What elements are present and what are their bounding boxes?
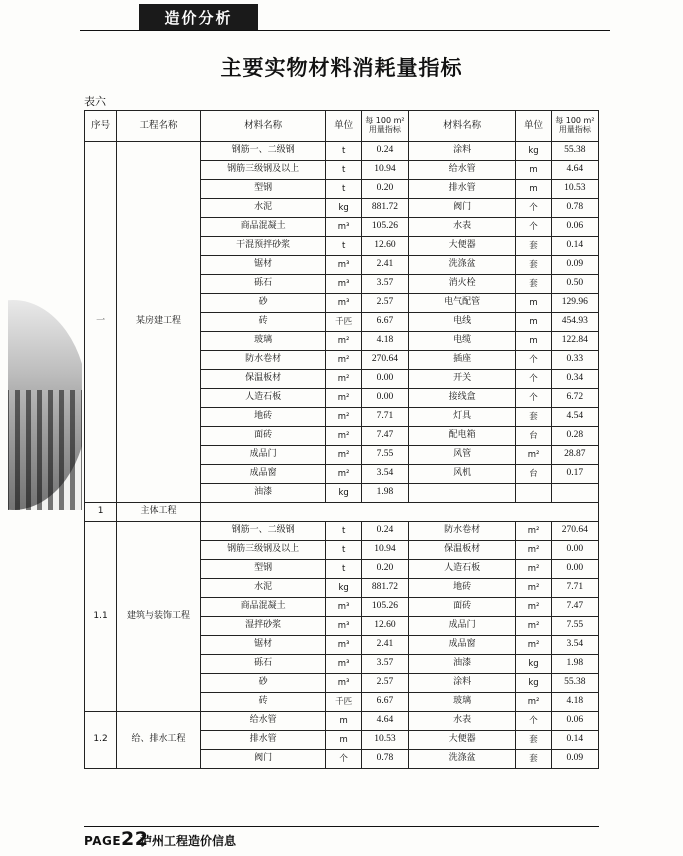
material-name-right: 阀门 [409, 199, 516, 218]
material-name-left: 砂 [200, 294, 326, 313]
material-unit-right: m² [516, 636, 551, 655]
material-value-right: 0.00 [551, 560, 598, 579]
material-name-left: 给水管 [200, 712, 326, 731]
material-name-right: 人造石板 [409, 560, 516, 579]
material-value-right [551, 484, 598, 503]
project-name-cell: 主体工程 [117, 503, 201, 522]
material-value-right: 0.06 [551, 712, 598, 731]
material-name-left: 砖 [200, 313, 326, 332]
material-unit-right: 套 [516, 750, 551, 769]
material-name-left: 面砖 [200, 427, 326, 446]
material-unit-left: m² [326, 351, 361, 370]
material-value-left: 2.57 [361, 294, 408, 313]
material-unit-left: m [326, 731, 361, 750]
material-unit-right: kg [516, 674, 551, 693]
col-header-material-2: 材料名称 [409, 111, 516, 142]
col-header-unit-1: 单位 [326, 111, 361, 142]
material-value-left: 0.00 [361, 389, 408, 408]
material-name-right: 灯具 [409, 408, 516, 427]
material-name-right: 洗涤盆 [409, 256, 516, 275]
material-value-left: 2.41 [361, 636, 408, 655]
material-value-left: 0.78 [361, 750, 408, 769]
material-value-right: 0.33 [551, 351, 598, 370]
material-name-right: 消火栓 [409, 275, 516, 294]
material-unit-right: m² [516, 522, 551, 541]
material-unit-right: m² [516, 560, 551, 579]
material-unit-left: t [326, 180, 361, 199]
material-unit-left: 千匹 [326, 693, 361, 712]
material-value-right: 55.38 [551, 674, 598, 693]
material-unit-left: m² [326, 408, 361, 427]
material-value-left: 7.47 [361, 427, 408, 446]
material-value-left: 10.94 [361, 161, 408, 180]
project-name-cell: 建筑与装饰工程 [117, 522, 201, 712]
col-header-index-1-line1: 每 100 m² [365, 116, 405, 126]
table-row [85, 142, 599, 161]
material-name-left: 砂 [200, 674, 326, 693]
col-header-project: 工程名称 [117, 111, 201, 142]
material-value-right: 0.50 [551, 275, 598, 294]
material-value-right: 0.78 [551, 199, 598, 218]
material-unit-left: t [326, 541, 361, 560]
material-unit-right: kg [516, 655, 551, 674]
material-value-right: 4.64 [551, 161, 598, 180]
material-unit-left: kg [326, 579, 361, 598]
header-divider [80, 30, 610, 31]
row-index-cell: 1.2 [85, 712, 117, 769]
material-value-right: 7.71 [551, 579, 598, 598]
material-value-right: 454.93 [551, 313, 598, 332]
page-title: 主要实物材料消耗量指标 [220, 56, 463, 80]
page-prefix: PAGE [84, 834, 122, 848]
material-value-left: 881.72 [361, 579, 408, 598]
material-unit-right: m [516, 180, 551, 199]
material-value-left: 3.54 [361, 465, 408, 484]
material-value-left: 0.20 [361, 560, 408, 579]
material-value-left: 7.55 [361, 446, 408, 465]
material-name-right: 成品门 [409, 617, 516, 636]
material-name-left: 砾石 [200, 275, 326, 294]
material-name-right: 水表 [409, 712, 516, 731]
material-unit-right: 套 [516, 237, 551, 256]
material-value-left: 10.94 [361, 541, 408, 560]
material-name-right: 面砖 [409, 598, 516, 617]
material-unit-right: 套 [516, 408, 551, 427]
material-unit-right: 套 [516, 275, 551, 294]
project-name-cell: 某房建工程 [117, 142, 201, 503]
material-name-left: 砖 [200, 693, 326, 712]
col-header-no: 序号 [85, 111, 117, 142]
material-value-right: 129.96 [551, 294, 598, 313]
material-value-right: 122.84 [551, 332, 598, 351]
material-name-left: 砾石 [200, 655, 326, 674]
material-value-right: 7.55 [551, 617, 598, 636]
material-unit-right: 台 [516, 465, 551, 484]
material-unit-left: m² [326, 427, 361, 446]
material-unit-right: m [516, 294, 551, 313]
page-number [84, 828, 148, 850]
material-value-left: 2.57 [361, 674, 408, 693]
material-unit-left: m³ [326, 598, 361, 617]
material-value-left: 0.24 [361, 142, 408, 161]
material-name-left: 商品混凝土 [200, 598, 326, 617]
material-name-left: 型钢 [200, 180, 326, 199]
material-name-right: 配电箱 [409, 427, 516, 446]
material-value-right: 4.54 [551, 408, 598, 427]
material-name-left: 水泥 [200, 579, 326, 598]
material-name-left: 成品门 [200, 446, 326, 465]
material-name-right: 保温板材 [409, 541, 516, 560]
material-unit-left: m³ [326, 218, 361, 237]
material-unit-left: m² [326, 446, 361, 465]
material-value-right: 0.09 [551, 256, 598, 275]
material-unit-right: m² [516, 598, 551, 617]
material-unit-left: m³ [326, 655, 361, 674]
table-label: 表六 [84, 95, 106, 108]
material-name-left: 钢筋三级钢及以上 [200, 541, 326, 560]
empty-cell [200, 503, 598, 522]
material-unit-right: 台 [516, 427, 551, 446]
material-name-right: 油漆 [409, 655, 516, 674]
table-body [85, 142, 599, 769]
material-unit-right [516, 484, 551, 503]
material-name-left: 干混预拌砂浆 [200, 237, 326, 256]
material-name-left: 油漆 [200, 484, 326, 503]
row-index-cell: 1 [85, 503, 117, 522]
material-name-right [409, 484, 516, 503]
row-index-cell: 一 [85, 142, 117, 503]
material-name-right: 开关 [409, 370, 516, 389]
col-header-index-2-line1: 每 100 m² [555, 116, 595, 126]
material-name-left: 钢筋三级钢及以上 [200, 161, 326, 180]
material-unit-right: m² [516, 617, 551, 636]
material-value-right: 10.53 [551, 180, 598, 199]
col-header-index-2 [551, 111, 598, 142]
material-value-left: 105.26 [361, 598, 408, 617]
material-value-left: 3.57 [361, 655, 408, 674]
project-name-cell: 给、排水工程 [117, 712, 201, 769]
material-name-left: 防水卷材 [200, 351, 326, 370]
material-value-right: 0.14 [551, 237, 598, 256]
material-unit-left: m³ [326, 617, 361, 636]
material-value-right: 270.64 [551, 522, 598, 541]
material-unit-left: m² [326, 370, 361, 389]
material-unit-left: m² [326, 389, 361, 408]
material-value-left: 4.64 [361, 712, 408, 731]
material-value-left: 105.26 [361, 218, 408, 237]
material-unit-left: t [326, 237, 361, 256]
material-name-left: 商品混凝土 [200, 218, 326, 237]
material-value-left: 12.60 [361, 237, 408, 256]
material-value-right: 0.17 [551, 465, 598, 484]
material-unit-left: m³ [326, 294, 361, 313]
material-unit-right: 个 [516, 218, 551, 237]
material-value-right: 0.34 [551, 370, 598, 389]
material-name-right: 电线 [409, 313, 516, 332]
material-unit-left: m [326, 712, 361, 731]
material-unit-right: m² [516, 541, 551, 560]
material-value-right: 28.87 [551, 446, 598, 465]
material-value-left: 270.64 [361, 351, 408, 370]
material-name-left: 钢筋一、二级钢 [200, 522, 326, 541]
table-header [85, 111, 599, 142]
material-unit-right: m [516, 332, 551, 351]
material-value-left: 10.53 [361, 731, 408, 750]
material-name-left: 保温板材 [200, 370, 326, 389]
material-value-right: 7.47 [551, 598, 598, 617]
material-value-left: 881.72 [361, 199, 408, 218]
material-value-left: 12.60 [361, 617, 408, 636]
material-value-right: 0.14 [551, 731, 598, 750]
col-header-index-1-line2: 用量指标 [368, 125, 401, 134]
material-value-left: 2.41 [361, 256, 408, 275]
material-unit-left: 千匹 [326, 313, 361, 332]
material-name-left: 地砖 [200, 408, 326, 427]
material-unit-right: m² [516, 579, 551, 598]
material-unit-right: m [516, 161, 551, 180]
material-name-right: 电气配管 [409, 294, 516, 313]
material-value-left: 6.67 [361, 693, 408, 712]
material-unit-right: 套 [516, 731, 551, 750]
section-tag: 造价分析 [139, 4, 258, 30]
material-unit-left: m² [326, 332, 361, 351]
footer-divider [84, 826, 599, 827]
col-header-material-1: 材料名称 [200, 111, 326, 142]
material-name-right: 风管 [409, 446, 516, 465]
material-name-left: 人造石板 [200, 389, 326, 408]
material-unit-left: t [326, 161, 361, 180]
material-name-right: 风机 [409, 465, 516, 484]
col-header-index-1 [361, 111, 408, 142]
material-unit-right: m [516, 313, 551, 332]
material-value-right: 4.18 [551, 693, 598, 712]
material-value-right: 1.98 [551, 655, 598, 674]
material-value-right: 0.06 [551, 218, 598, 237]
table-row [85, 503, 599, 522]
material-unit-right: m² [516, 446, 551, 465]
material-name-right: 地砖 [409, 579, 516, 598]
material-unit-right: 个 [516, 199, 551, 218]
material-name-right: 洗涤盆 [409, 750, 516, 769]
material-unit-left: 个 [326, 750, 361, 769]
material-name-right: 大便器 [409, 731, 516, 750]
material-name-right: 涂料 [409, 674, 516, 693]
material-name-left: 成品窗 [200, 465, 326, 484]
material-name-left: 玻璃 [200, 332, 326, 351]
material-name-right: 涂料 [409, 142, 516, 161]
col-header-unit-2: 单位 [516, 111, 551, 142]
material-value-left: 3.57 [361, 275, 408, 294]
material-unit-left: m³ [326, 275, 361, 294]
material-name-right: 大便器 [409, 237, 516, 256]
material-name-right: 插座 [409, 351, 516, 370]
material-unit-left: t [326, 560, 361, 579]
material-value-left: 0.00 [361, 370, 408, 389]
material-unit-right: m² [516, 693, 551, 712]
material-name-left: 湿拌砂浆 [200, 617, 326, 636]
material-name-left: 锯材 [200, 636, 326, 655]
material-value-left: 6.67 [361, 313, 408, 332]
material-unit-left: kg [326, 484, 361, 503]
material-name-left: 型钢 [200, 560, 326, 579]
material-unit-left: m³ [326, 636, 361, 655]
material-name-right: 成品窗 [409, 636, 516, 655]
material-value-right: 0.00 [551, 541, 598, 560]
material-name-right: 防水卷材 [409, 522, 516, 541]
material-value-left: 7.71 [361, 408, 408, 427]
material-name-right: 给水管 [409, 161, 516, 180]
material-value-right: 6.72 [551, 389, 598, 408]
material-unit-left: t [326, 522, 361, 541]
material-unit-left: m³ [326, 674, 361, 693]
table-row [85, 712, 599, 731]
material-unit-right: 个 [516, 712, 551, 731]
material-consumption-table [84, 110, 599, 769]
material-unit-left: t [326, 142, 361, 161]
material-value-left: 0.24 [361, 522, 408, 541]
material-name-right: 玻璃 [409, 693, 516, 712]
material-value-left: 4.18 [361, 332, 408, 351]
material-name-right: 接线盒 [409, 389, 516, 408]
material-unit-right: kg [516, 142, 551, 161]
material-unit-left: m² [326, 465, 361, 484]
material-unit-left: kg [326, 199, 361, 218]
material-unit-right: 套 [516, 256, 551, 275]
material-name-left: 阀门 [200, 750, 326, 769]
material-value-right: 0.09 [551, 750, 598, 769]
material-name-right: 电缆 [409, 332, 516, 351]
material-name-left: 排水管 [200, 731, 326, 750]
material-value-left: 0.20 [361, 180, 408, 199]
publication-name: 泸州工程造价信息 [140, 834, 237, 848]
material-unit-right: 个 [516, 370, 551, 389]
material-name-left: 钢筋一、二级钢 [200, 142, 326, 161]
material-value-right: 0.28 [551, 427, 598, 446]
material-value-right: 55.38 [551, 142, 598, 161]
material-value-left: 1.98 [361, 484, 408, 503]
material-unit-left: m³ [326, 256, 361, 275]
material-name-right: 排水管 [409, 180, 516, 199]
table-row [85, 522, 599, 541]
material-name-left: 水泥 [200, 199, 326, 218]
col-header-index-2-line2: 用量指标 [558, 125, 591, 134]
material-unit-right: 个 [516, 389, 551, 408]
material-name-left: 锯材 [200, 256, 326, 275]
material-value-right: 3.54 [551, 636, 598, 655]
decorative-photo [8, 300, 82, 510]
material-unit-right: 个 [516, 351, 551, 370]
row-index-cell: 1.1 [85, 522, 117, 712]
material-name-right: 水表 [409, 218, 516, 237]
page-number-value: 22 [121, 828, 149, 850]
